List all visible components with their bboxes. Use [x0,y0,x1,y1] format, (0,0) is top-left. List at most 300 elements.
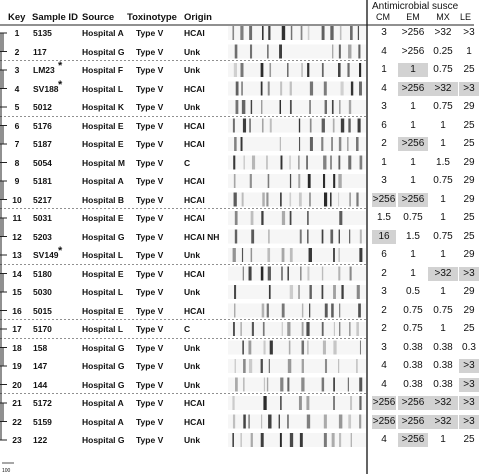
gel-band [324,415,327,429]
gel-band [270,341,273,355]
gel-band [261,415,262,429]
gel-band [322,119,325,133]
gel-band [307,341,308,355]
amr-value: 25 [463,119,475,131]
row-origin: Unk [184,65,201,75]
row-source: Hospital B [82,194,125,205]
row-origin: Unk [184,287,201,297]
row-source: Hospital L [82,324,124,334]
row-key: 19 [12,361,22,371]
gel-band [291,26,292,40]
gel-band [232,433,233,447]
gel-band [240,26,243,40]
gel-band [356,137,359,151]
gel-band [322,285,324,299]
gel-band [322,230,324,244]
gel-band [325,100,327,114]
row-key: 11 [12,213,22,223]
gel-band [242,341,243,355]
gel-band [359,378,362,392]
row-source: Hospital G [82,435,125,445]
gel-band [359,415,361,429]
gel-band [347,137,348,151]
gel-band [233,415,235,429]
gel-band [236,82,239,96]
amr-value: 1.5 [377,212,391,223]
row-origin: Unk [184,342,201,353]
gel-band [290,174,291,188]
row-source: Hospital E [82,120,124,131]
gel-band [249,267,252,281]
gel-band [288,359,291,373]
gel-band [302,322,304,336]
gel-band [233,322,235,336]
gel-band [338,193,339,207]
row-origin: Unk [184,46,201,57]
amr-value: 16 [372,230,396,244]
gel-band [351,433,352,447]
row-key: 7 [14,139,20,149]
gel-band [267,304,269,318]
gel-band [322,378,324,392]
amr-value: >256 [372,397,396,408]
amr-value: 1 [440,249,446,260]
amr-value: >256 [398,137,428,151]
row-sample-id: 5170 [33,324,52,334]
row-sample-id: 117 [33,46,47,57]
gel-band [300,230,302,244]
amr-value: >256 [398,396,428,410]
gel-band [339,137,341,151]
row-sample-id: 5012 [33,102,52,112]
gel-band [280,193,282,207]
gel-band [307,211,309,225]
gel-band [356,193,358,207]
gel-band [333,285,336,299]
amr-value: 1 [381,64,387,75]
amr-value: >3 [459,359,479,373]
gel-band [348,378,349,392]
gel-band [331,137,333,151]
gel-band [341,119,344,133]
gel-band [290,285,293,299]
gel-band [349,100,351,114]
gel-band [359,63,361,77]
row-toxinotype: Type V [136,435,164,445]
gel-band [347,63,349,77]
gel-band [249,119,251,133]
header-key: Key [8,12,26,23]
gel-band [324,82,327,96]
gel-band [262,304,265,318]
gel-band [248,415,250,429]
gel-band [243,267,244,281]
row-key: 13 [12,250,22,260]
row-sample-id: 144 [33,379,48,390]
gel-band [302,359,304,373]
gel-band [235,359,236,373]
row-sample-id: SV149 [33,250,59,260]
amr-value: 1 [440,119,446,131]
gel-band [340,26,342,40]
gel-band [267,248,270,262]
gel-band [349,322,350,336]
gel-band [248,341,251,355]
row-key: 10 [12,194,22,205]
row-origin: HCAI [184,28,205,38]
row-sample-id: 5030 [33,287,52,297]
amr-value: 1 [440,193,446,205]
gel-lane [228,304,366,318]
gel-lane [228,285,366,299]
gel-band [235,378,238,392]
amr-value: >256 [401,45,425,57]
gel-band [261,63,264,77]
row-source: Hospital L [82,250,124,260]
row-key: 8 [14,157,20,168]
gel-lane [228,322,366,336]
row-toxinotype: Type V [136,361,164,371]
gel-band [307,267,309,281]
amr-value: 29 [463,304,475,316]
amr-value: >32 [434,27,452,38]
gel-band [356,359,357,373]
gel-band [263,396,266,410]
gel-band [289,193,291,207]
gel-band [282,211,285,225]
amr-value: 2 [381,323,387,334]
gel-band [268,26,270,40]
gel-band [309,100,310,114]
gel-band [290,248,293,262]
row-sample-id: 5180 [33,268,52,279]
amr-value: >3 [459,267,479,281]
amr-value: 0.75 [433,101,453,112]
gel-lane [228,137,366,151]
gel-band [280,137,281,151]
amr-value: 1 [410,156,416,168]
gel-band [301,26,303,40]
amr-value: >32 [428,267,458,281]
row-origin: HCAI [184,120,205,131]
gel-band [358,304,361,318]
gel-band [348,119,350,133]
row-source: Hospital G [82,379,125,390]
header-toxinotype: Toxinotype [127,12,177,23]
gel-band [241,63,244,77]
amr-value: 1 [398,63,428,77]
amr-value: 0.75 [403,212,423,223]
header-origin: Origin [184,12,212,23]
gel-band [290,211,292,225]
row-toxinotype: Type V [136,287,164,297]
gel-lane [228,63,366,77]
gel-lane [228,378,366,392]
row-key: 1 [14,28,20,38]
gel-band [236,100,239,114]
row-source: Hospital E [82,305,124,316]
gel-band [356,322,359,336]
gel-band [309,304,310,318]
amr-value: >3 [459,82,479,96]
amr-value: 0.38 [403,360,423,371]
row-star: * [58,245,63,257]
gel-band [302,341,305,355]
amr-value: 29 [463,193,475,205]
gel-band [268,230,269,244]
amr-value: 0.75 [403,304,423,316]
gel-lane [228,100,366,114]
gel-band [287,63,288,77]
amr-value: >256 [398,193,428,207]
gel-band [233,248,236,262]
row-origin: Unk [184,361,201,371]
row-origin: HCAI [184,268,205,279]
gel-band [261,433,264,447]
gel-band [339,211,342,225]
gel-band [261,82,263,96]
amr-value: 6 [381,119,387,131]
amr-value: 0.75 [403,323,423,334]
row-origin: HCAI [184,213,205,223]
gel-band [324,433,327,447]
row-toxinotype: Type V [136,28,164,38]
gel-band [234,174,236,188]
gel-band [280,100,281,114]
row-key: 21 [12,398,22,408]
gel-band [358,45,360,59]
gel-band [358,26,359,40]
gel-band [251,248,252,262]
gel-band [235,230,237,244]
row-origin: Unk [184,435,201,445]
gel-lane [228,193,366,207]
gel-band [268,82,270,96]
gel-band [333,341,336,355]
gel-band [332,100,334,114]
gel-band [359,248,362,262]
gel-band [282,304,285,318]
gel-band [298,156,300,170]
amr-value: 3 [381,175,387,186]
amr-title: Antimicrobial susce [372,1,459,12]
gel-band [299,193,302,207]
gel-band [251,211,254,225]
gel-band [307,230,309,244]
gel-band [348,156,351,170]
row-toxinotype: Type V [136,120,164,131]
row-key: 5 [14,102,20,112]
row-origin: Unk [184,250,201,260]
gel-band [269,359,270,373]
amr-value: 0.25 [433,45,453,57]
amr-value: 2 [381,267,387,279]
gel-band [348,45,351,59]
gel-band [360,230,362,244]
row-source: Hospital G [82,361,125,371]
gel-band [252,156,255,170]
gel-band [349,230,350,244]
gel-band [309,248,312,262]
gel-band [306,322,309,336]
gel-band [333,119,335,133]
row-key: 15 [12,287,22,297]
gel-band [334,322,335,336]
row-origin: HCAI [184,305,205,316]
header-source: Source [82,12,115,23]
gel-band [341,82,344,96]
row-key: 6 [14,120,20,131]
gel-band [333,248,335,262]
row-toxinotype: Type V [136,102,164,112]
amr-value: 0.5 [406,286,420,297]
row-key: 9 [14,176,20,186]
amr-value: 4 [381,82,387,94]
amr-value: 29 [463,249,475,260]
gel-band [235,211,238,225]
gel-band [250,174,252,188]
gel-band [267,45,269,59]
gel-band [281,156,283,170]
amr-value: 2 [381,304,387,316]
amr-value: 1 [466,45,472,57]
gel-band [323,341,326,355]
amr-value: >256 [401,27,425,38]
gel-band [360,156,363,170]
gel-band [308,174,311,188]
gel-lane [228,174,366,188]
gel-band [333,378,335,392]
gel-band [268,415,271,429]
gel-lane [228,211,366,225]
gel-band [233,156,235,170]
gel-lane [228,26,366,40]
gel-band [280,82,282,96]
row-origin: HCAI NH [184,231,220,242]
gel-lane [228,396,366,410]
gel-band [242,100,245,114]
gel-band [341,285,343,299]
amr-value: 6 [381,249,387,260]
gel-band [249,359,252,373]
amr-value: 1 [410,101,416,112]
gel-band [270,119,272,133]
gel-band [233,119,235,133]
amr-value: 1.5 [436,156,450,168]
gel-band [301,63,302,77]
row-key: 20 [12,379,22,390]
gel-lane [228,45,366,59]
amr-value: >3 [459,378,479,392]
gel-band [325,304,328,318]
row-source: Hospital M [82,157,125,168]
gel-band [339,415,342,429]
gel-band [332,433,335,447]
gel-band [325,359,327,373]
gel-band [289,341,291,355]
gel-band [307,63,309,77]
gel-band [261,359,263,373]
gel-band [280,396,282,410]
scale-label: 100 [2,468,11,474]
gel-band [321,137,323,151]
gel-band [357,285,360,299]
gel-band [322,322,324,336]
row-source: Hospital E [82,139,124,149]
gel-band [323,174,325,188]
gel-band [282,26,285,40]
row-toxinotype: Type V [136,398,164,408]
amr-value: 25 [463,212,475,223]
row-source: Hospital E [82,213,124,223]
gel-band [243,359,246,373]
gel-band [350,267,352,281]
row-sample-id: 5159 [33,416,52,427]
gel-band [299,396,302,410]
row-toxinotype: Type V [136,324,164,334]
row-origin: C [184,157,191,168]
amr-header-em: EM [406,12,420,22]
amr-header-le: LE [460,12,472,22]
amr-value: 0.38 [433,378,453,390]
amr-value: 25 [463,230,475,242]
amr-value: 1 [440,286,446,297]
gel-band [360,341,361,355]
row-toxinotype: Type V [136,379,164,390]
amr-value: 3 [381,341,387,353]
gel-band [234,137,237,151]
amr-value: 3 [381,286,387,297]
amr-value: 25 [463,323,475,334]
gel-band [338,156,340,170]
gel-band [234,63,237,77]
row-source: Hospital K [82,102,125,112]
row-source: Hospital F [82,65,124,75]
amr-value: 1 [410,267,416,279]
gel-band [299,119,300,133]
amr-value: 0.38 [433,341,453,353]
row-origin: C [184,324,191,334]
amr-value: 1 [440,212,446,223]
row-source: Hospital G [82,46,125,57]
amr-value: >256 [398,433,428,447]
gel-band [279,415,280,429]
row-toxinotype: Type V [136,416,164,427]
amr-value: 4 [381,360,387,371]
gel-band [243,378,245,392]
gel-band [282,248,285,262]
gel-band [280,433,282,447]
gel-band [241,322,242,336]
gel-band [338,248,340,262]
gel-band [289,156,290,170]
amr-value: >256 [372,193,396,205]
amr-value: >32 [428,415,458,429]
row-source: Hospital L [82,83,124,94]
row-origin: HCAI [184,194,205,205]
row-key: 12 [12,231,22,242]
amr-value: 1 [410,119,416,131]
gel-band [323,156,326,170]
gel-band [350,396,352,410]
amr-value: 25 [463,138,475,149]
gel-band [262,119,264,133]
gel-band [261,100,262,114]
row-key: 17 [12,324,22,334]
row-source: Hospital A [82,176,124,186]
amr-value: 4 [381,378,387,390]
gel-lane [228,119,366,133]
